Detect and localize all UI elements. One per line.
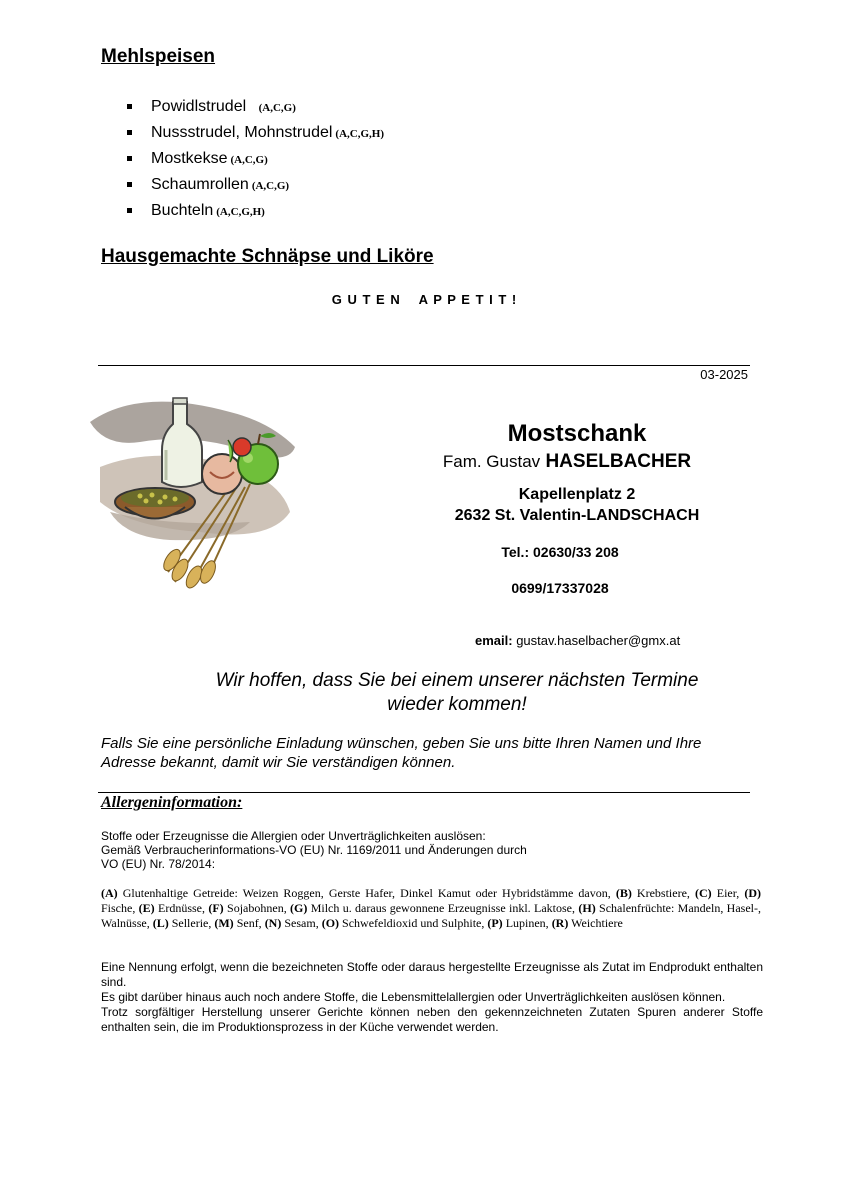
desserts-heading: Mehlspeisen — [101, 46, 216, 67]
allergen-legend: (A) Glutenhaltige Getreide: Weizen Roggen, Gerste Hafer, Dinkel Kamut oder Hybridstämme davon, (B) Krebstiere, (C) Eier, (D) Fische, (E) Erdnüsse, (F) Sojabohnen, (G) Milch u. daraus gewonnene Erzeugnisse inkl. Laktose, (H) Schalenfrüchte: Mandeln, Hasel-, Walnüsse, (L) Sellerie, (M) Senf, (N) Sesam, (O) Schwefeldioxid und Sulphite, (P) Lupinen, (R) Weichtiere — [101, 886, 761, 930]
allergen-notes: Eine Nennung erfolgt, wenn die bezeichneten Stoffe oder daraus hergestellte Erzeugnisse als Zutat im Endprodukt enthalten sind. Es gibt darüber hinaus auch noch andere Stoffe, die Lebensmittelallergien oder Unverträglichkeiten auslösen können. Trotz sorgfältiger Herstellung unserer Gerichte können neben den gekennzeichneten Zutaten Spuren anderer Stoffe enthalten sein, die im Produktionsprozess in der Küche verwendet werden. — [101, 960, 763, 1034]
return-message-line1: Wir hoffen, dass Sie bei einem unserer nächsten Termine — [215, 670, 699, 691]
divider — [98, 792, 750, 793]
list-item: Powidlstrudel (A,C,G) — [101, 97, 601, 123]
bullet-icon — [127, 130, 132, 135]
business-mobile: 0699/17337028 — [511, 580, 609, 596]
business-email: email: gustav.haselbacher@gmx.at — [475, 633, 681, 648]
date-code: 03-2025 — [700, 367, 748, 382]
business-street: Kapellenplatz 2 — [518, 486, 636, 503]
allergen-heading: Allergeninformation: — [101, 794, 243, 811]
return-message-line2: wieder kommen! — [387, 694, 527, 715]
list-item: Nussstrudel, Mohnstrudel (A,C,G,H) — [101, 123, 601, 149]
list-item: Schaumrollen (A,C,G) — [101, 175, 601, 201]
bullet-icon — [127, 182, 132, 187]
bullet-icon — [127, 104, 132, 109]
business-owner: Fam. Gustav HASELBACHER — [442, 451, 692, 472]
allergen-intro: Stoffe oder Erzeugnisse die Allergien oder Unverträglichkeiten auslösen: Gemäß Verbraucherinformations-VO (EU) Nr. 1169/2011 und Änderungen durch VO (EU) Nr. 78/2014: — [101, 829, 527, 871]
business-phone: Tel.: 02630/33 208 — [501, 544, 619, 560]
invitation-line2: Adresse bekannt, damit wir Sie verständigen können. — [101, 754, 456, 771]
bullet-icon — [127, 208, 132, 213]
bullet-icon — [127, 156, 132, 161]
list-item: Mostkekse (A,C,G) — [101, 149, 601, 175]
divider — [98, 365, 750, 366]
desserts-list — [101, 97, 601, 227]
spirits-heading: Hausgemachte Schnäpse und Liköre — [101, 246, 434, 267]
food-clipart-icon — [80, 392, 310, 592]
invitation-line1: Falls Sie eine persönliche Einladung wünschen, geben Sie uns bitte Ihren Namen und Ihre — [101, 735, 702, 752]
business-name: Mostschank — [507, 420, 647, 447]
list-item: Buchteln (A,C,G,H) — [101, 201, 601, 227]
greeting: G U T E N A P P E T I T ! — [331, 292, 518, 307]
business-city: 2632 St. Valentin-LANDSCHACH — [454, 507, 700, 524]
